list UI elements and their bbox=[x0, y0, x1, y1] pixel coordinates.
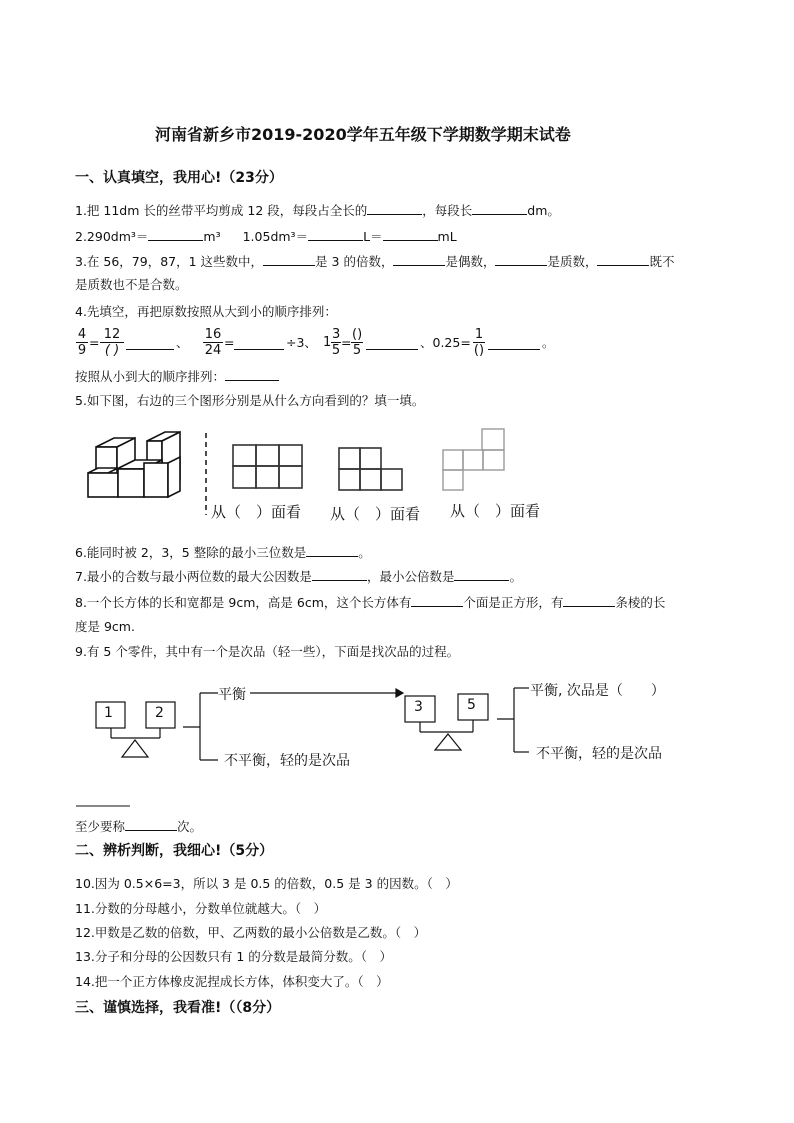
fraction: 1 () bbox=[473, 327, 485, 358]
fraction: $\frac{3}{5}$ bbox=[331, 327, 341, 358]
box-3: 3 bbox=[414, 699, 423, 715]
question-3-line2: 是质数也不是合数。 bbox=[75, 277, 188, 292]
answer-blank[interactable] bbox=[411, 594, 463, 607]
question-11: 11.分数的分母越小，分数单位就越大。（ ） bbox=[75, 901, 327, 916]
unbalance-label-2: 不平衡，轻的是次品 bbox=[536, 746, 662, 762]
view-label-1: 从（ ）面看 bbox=[211, 503, 302, 521]
box-4: 5 bbox=[467, 697, 476, 713]
question-7: 7.最小的合数与最小两位数的最大公因数是 ，最小公倍数是 。 bbox=[75, 569, 522, 584]
divide-3: ÷3、 bbox=[286, 335, 317, 350]
page-title: 河南省新乡市2019-2020学年五年级下学期数学期末试卷 bbox=[155, 125, 571, 144]
question-2: 2.290dm³＝ m³ 1.05dm³＝ L＝ mL bbox=[75, 229, 457, 244]
equals-sign: = bbox=[89, 335, 100, 350]
answer-blank[interactable] bbox=[125, 818, 177, 831]
separator: 、 bbox=[176, 335, 189, 350]
view-label-3: 从（ ）面看 bbox=[450, 502, 541, 520]
balance-label-2: 平衡, 次品是（ ） bbox=[530, 683, 665, 699]
box-1: 1 bbox=[104, 705, 113, 721]
question-9: 9.有 5 个零件，其中有一个是次品（轻一些），下面是找次品的过程。 bbox=[75, 644, 460, 659]
question-9-weigh: 至少要称 次。 bbox=[75, 819, 203, 834]
equals-sign: = bbox=[224, 335, 235, 350]
answer-blank[interactable] bbox=[312, 568, 367, 581]
answer-blank[interactable] bbox=[306, 544, 358, 557]
box-2: 2 bbox=[155, 705, 164, 721]
question-4-intro: 4.先填空，再把原数按照从大到小的顺序排列： bbox=[75, 304, 337, 319]
section-1-heading: 一、认真填空，我用心!（23分） bbox=[75, 170, 283, 186]
fraction: 12 ( ) bbox=[100, 327, 124, 358]
question-4-order: 按照从小到大的顺序排列： bbox=[75, 368, 279, 385]
question-8: 8.一个长方体的长和宽都是 9cm，高是 6cm，这个长方体有 个面是正方形，有 条棱的长 bbox=[75, 595, 666, 610]
section-2-heading: 二、辨析判断，我细心!（5分） bbox=[75, 843, 274, 859]
question-10: 10.因为 0.5×6=3，所以 3 是 0.5 的倍数，0.5 是 3 的因数。（ ） bbox=[75, 876, 458, 891]
period: 。 bbox=[542, 335, 555, 350]
balance-label: 平衡 bbox=[218, 687, 246, 703]
mixed-whole: 1 bbox=[323, 335, 332, 350]
question-14: 14.把一个正方体橡皮泥捏成长方体，体积变大了。（ ） bbox=[75, 974, 389, 989]
question-13: 13.分子和分母的公因数只有 1 的分数是最简分数。（ ） bbox=[75, 949, 393, 964]
answer-blank[interactable] bbox=[454, 568, 509, 581]
view-label-2: 从（ ）面看 bbox=[330, 505, 421, 523]
question-8-line2: 度是 9cm. bbox=[75, 619, 135, 634]
question-1: 1.把 11dm 长的丝带平均剪成 12 段，每段占全长的 ，每段长 dm。 bbox=[75, 203, 560, 218]
section-3-heading: 三、谨慎选择，我看准!（（8分） bbox=[75, 1000, 281, 1016]
equals-sign: = bbox=[341, 335, 352, 350]
question-3: 3.在 56，79，87，1 这些数中， 是 3 的倍数， 是偶数， 是质数， 既不 bbox=[75, 254, 675, 269]
answer-blank[interactable] bbox=[563, 594, 615, 607]
fraction: $\frac{4}{9}$ bbox=[77, 327, 87, 358]
fraction: () 5 bbox=[352, 327, 363, 358]
decimal-label: 、0.25= bbox=[420, 335, 471, 350]
unbalance-label: 不平衡，轻的是次品 bbox=[224, 753, 350, 769]
question-5: 5.如下图，右边的三个图形分别是从什么方向看到的？填一填。 bbox=[75, 393, 425, 408]
fraction: $\frac{16}{24}$ bbox=[204, 327, 222, 358]
question-12: 12.甲数是乙数的倍数，甲、乙两数的最小公倍数是乙数。（ ） bbox=[75, 925, 427, 940]
question-6: 6.能同时被 2，3，5 整除的最小三位数是 。 bbox=[75, 545, 371, 560]
